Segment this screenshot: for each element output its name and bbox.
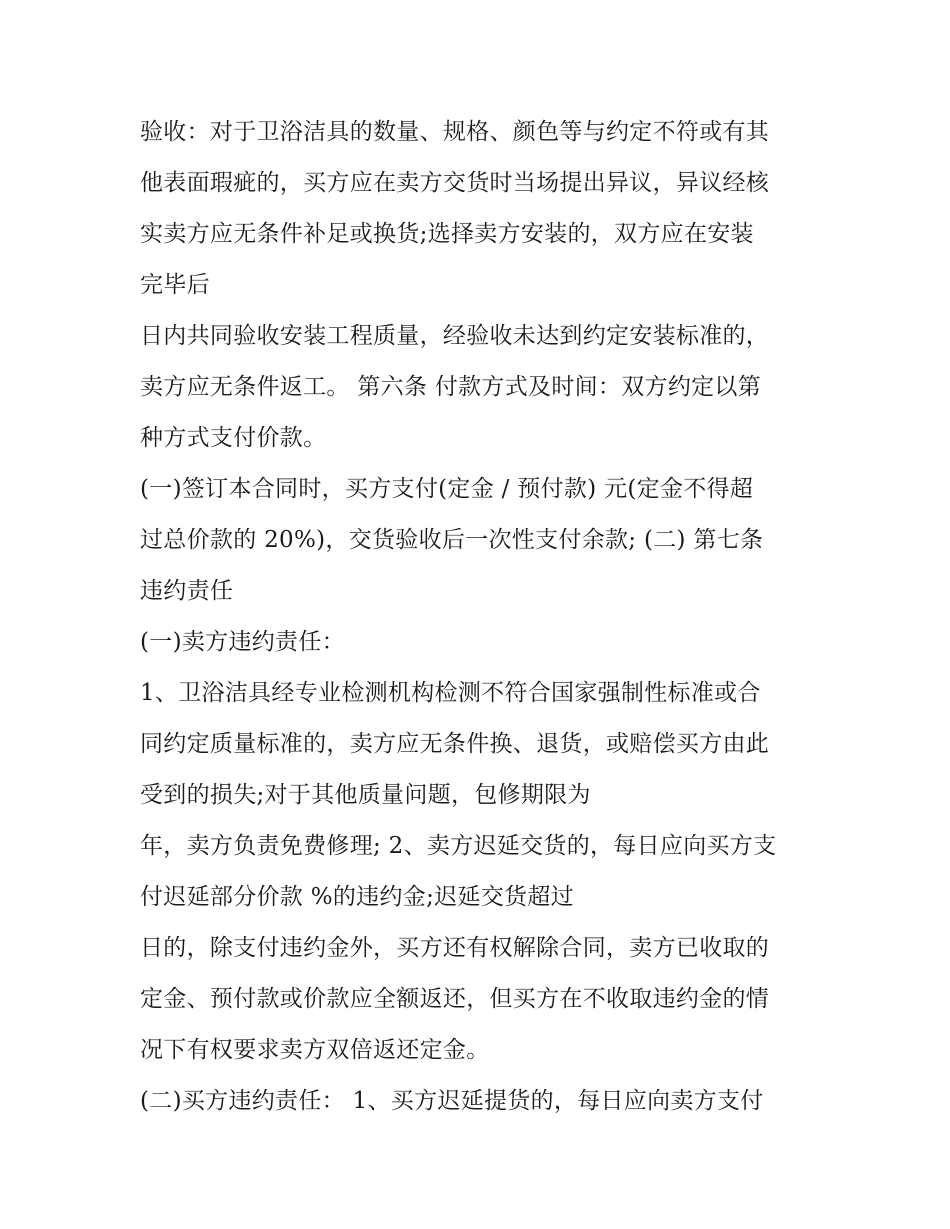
text-line-1: 验收：对于卫浴洁具的数量、规格、颜色等与约定不符或有其 <box>140 119 770 145</box>
text-line-5: 日内共同验收安装工程质量，经验收未达到约定安装标准的， <box>140 323 770 349</box>
text-line-8: (一)签订本合同时，买方支付(定金 / 预付款) 元(定金不得超 <box>140 476 754 502</box>
text-line-17: 日的，除支付违约金外，买方还有权解除合同，卖方已收取的 <box>140 935 770 961</box>
text-line-2: 他表面瑕疵的，买方应在卖方交货时当场提出异议，异议经核 <box>140 170 770 196</box>
text-line-15: 年，卖方负责免费修理; 2、卖方迟延交货的，每日应向买方支 <box>140 833 777 859</box>
contract-text <box>140 107 830 1127</box>
text-line-19: 况下有权要求卖方双倍返还定金。 <box>140 1037 490 1063</box>
text-line-6: 卖方应无条件返工。 第六条 付款方式及时间：双方约定以第 <box>140 374 762 400</box>
text-line-12: 1、卫浴洁具经专业检测机构检测不符合国家强制性标准或合 <box>140 680 761 706</box>
text-line-3: 实卖方应无条件补足或换货;选择卖方安装的，双方应在安装 <box>140 221 754 247</box>
text-line-10: 违约责任 <box>140 578 234 604</box>
text-line-9: 过总价款的 20%)，交货验收后一次性支付余款; (二) 第七条 <box>140 527 764 553</box>
text-line-16: 付迟延部分价款 %的违约金;迟延交货超过 <box>140 884 574 910</box>
text-line-13: 同约定质量标准的，卖方应无条件换、退货，或赔偿买方由此 <box>140 731 770 757</box>
text-line-7: 种方式支付价款。 <box>140 425 327 451</box>
text-line-11: (一)卖方违约责任： <box>140 629 345 655</box>
text-line-18: 定金、预付款或价款应全额返还，但买方在不收取违约金的情 <box>140 986 770 1012</box>
text-line-4: 完毕后 <box>140 272 210 298</box>
text-line-14: 受到的损失;对于其他质量问题，包修期限为 <box>140 782 591 808</box>
text-line-20: (二)买方违约责任： 1、买方迟延提货的，每日应向卖方支付 <box>140 1088 764 1114</box>
